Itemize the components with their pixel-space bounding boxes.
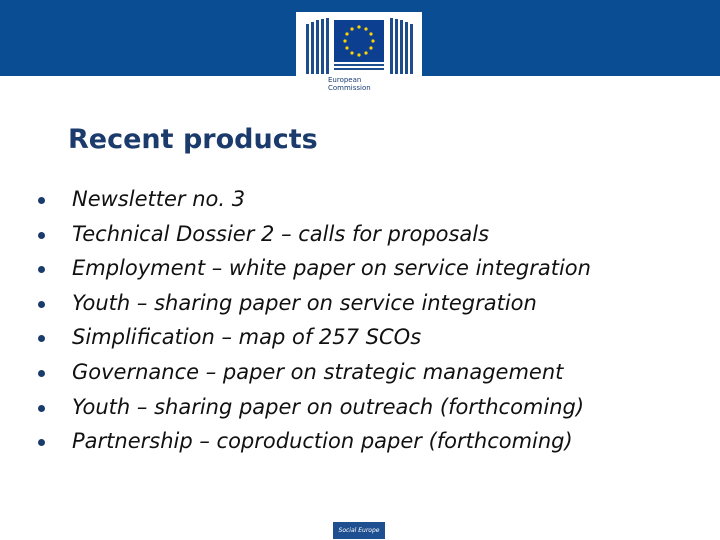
list-item-text: Employment – white paper on service integration — [72, 256, 591, 281]
slide-title: Recent products — [68, 124, 318, 155]
logo-line-european: European — [328, 76, 362, 84]
bullet-icon — [38, 197, 45, 204]
list-item-text: Youth – sharing paper on service integration — [72, 290, 537, 315]
bullet-icon — [38, 232, 45, 239]
list-item-text: Simplification – map of 257 SCOs — [72, 325, 422, 350]
list-item-text: Partnership – coproduction paper (forthcoming) — [72, 429, 573, 454]
social-europe-logo: Social Europe — [333, 522, 385, 539]
list-item-text: Technical Dossier 2 – calls for proposals — [72, 221, 490, 246]
eu-flag-building-icon — [304, 16, 414, 74]
bullet-icon — [38, 439, 45, 446]
bullet-icon — [38, 301, 45, 308]
logo-line-commission: Commission — [328, 84, 371, 92]
list-item-text: Newsletter no. 3 — [72, 187, 246, 211]
list-item-text: Youth – sharing paper on outreach (forthcoming) — [72, 394, 585, 419]
list-item-text: Governance – paper on strategic management — [72, 359, 564, 384]
bullet-icon — [38, 370, 45, 377]
bullet-icon — [38, 335, 45, 342]
european-commission-logo — [296, 12, 422, 100]
bullet-icon — [38, 266, 45, 273]
logo-caption — [328, 76, 371, 92]
bullet-icon — [38, 405, 45, 412]
